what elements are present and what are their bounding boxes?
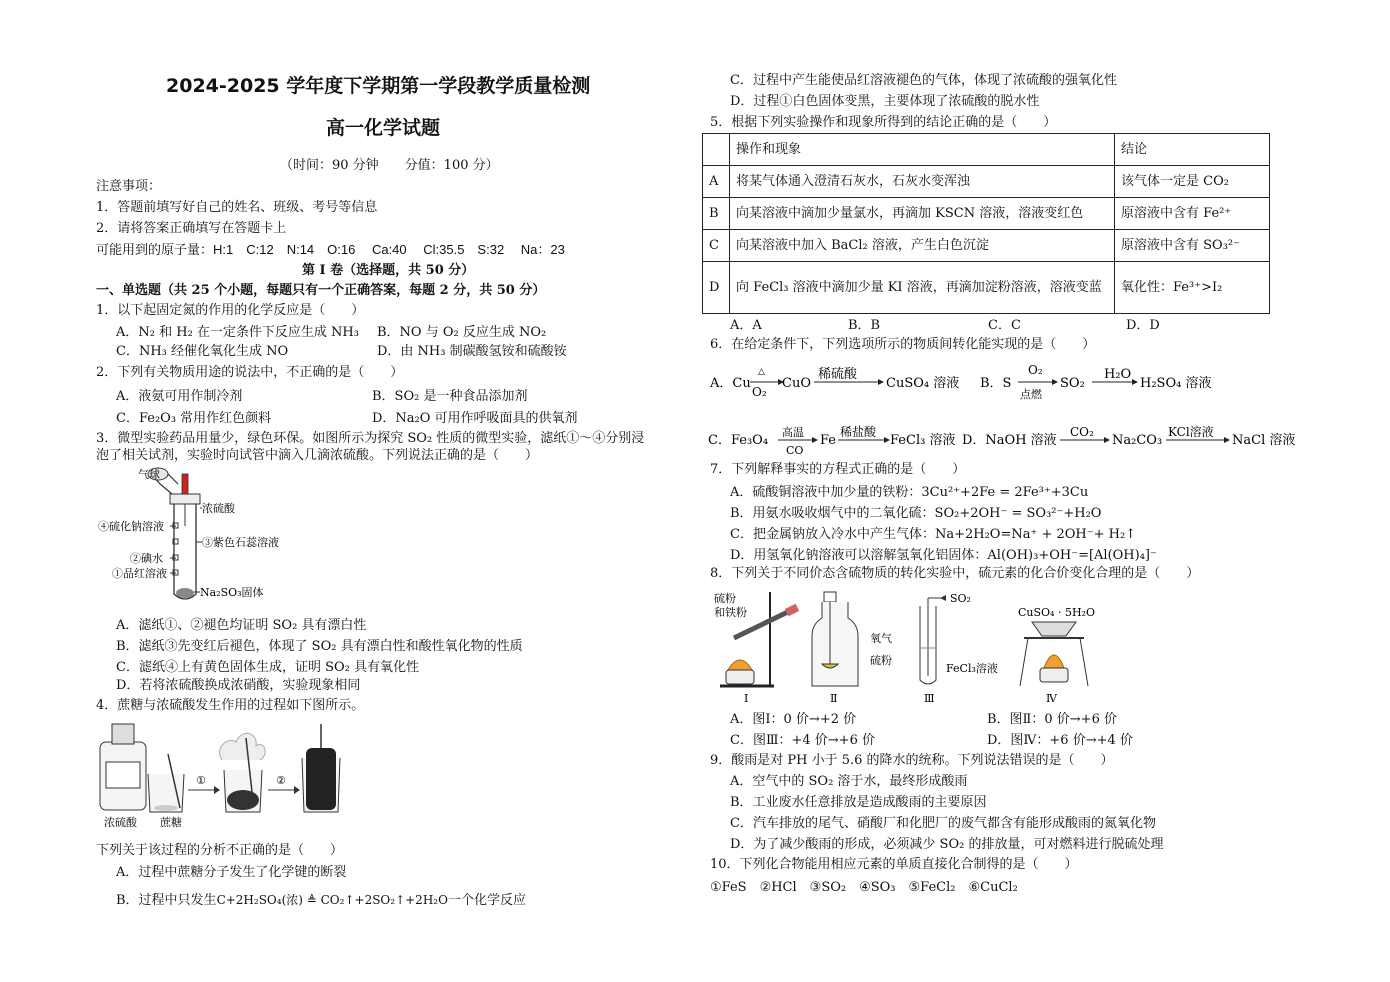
atomic-masses: 可能用到的原子量：H:1 C:12 N:14 O:16 Ca:40 Cl:35.5 S:32 Na：23	[96, 242, 565, 257]
q7-option-d: D．用氢氧化钠溶液可以溶解氢氧化铝固体：Al(OH)₃+OH⁻=[Al(OH)₄]⁻	[730, 548, 1157, 563]
q9-option-c: C．汽车排放的尾气、硝酸厂和化肥厂的废气都含有能形成酸雨的氮氧化物	[730, 816, 1156, 831]
q4-option-c: C．过程中产生能使品红溶液褪色的气体，体现了浓硫酸的强氧化性	[730, 73, 1117, 88]
q5-header-conclusion: 结论	[1115, 134, 1270, 166]
q4-sugar-figure	[96, 718, 356, 830]
q6b-middle: SO₂	[1060, 376, 1085, 391]
q3-stem-line2: 泡了相关试剂，实验时向试管中滴入几滴浓硫酸。下列说法正确的是（ ）	[96, 448, 539, 463]
q4-option-b-post: 一个化学反应	[447, 893, 526, 908]
sugar-label: 蔗糖	[160, 816, 182, 829]
q9-option-d: D．为了减少酸雨的形成，必须减少 SO₂ 的排放量，可对燃料进行脱硫处理	[730, 837, 1164, 852]
q6d-cond: CO₂	[1070, 425, 1094, 439]
q8-sulfur-label: 硫粉	[870, 654, 892, 667]
paper2-label: ②碘水	[130, 552, 163, 565]
q6c-cond-top: 高温	[782, 426, 804, 439]
q6d-cond2: KCl溶液	[1168, 425, 1214, 439]
q3-option-d: D．若将浓硫酸换成浓硝酸，实验现象相同	[116, 678, 361, 693]
q6a-left: A．Cu	[710, 376, 751, 391]
fig-III-label: Ⅲ	[924, 692, 935, 705]
acid-label: 浓硫酸	[202, 502, 235, 515]
q5-option-b: B．B	[848, 318, 881, 333]
q8-cuso4-label: CuSO₄ · 5H₂O	[1018, 606, 1095, 619]
q8-fecl3-label: FeCl₃溶液	[946, 662, 998, 675]
q6-option-b	[980, 360, 1240, 404]
solid-label: Na₂SO₃固体	[200, 586, 264, 599]
q10-options: ①FeS ②HCl ③SO₂ ④SO₃ ⑤FeCl₂ ⑥CuCl₂	[710, 880, 1018, 895]
paper4-label: ④硫化钠溶液	[98, 520, 164, 533]
q4-option-b	[116, 892, 526, 909]
q2-option-a: A．液氨可用作制冷剂	[116, 389, 243, 404]
q9-option-a: A．空气中的 SO₂ 溶于水，最终形成酸雨	[730, 774, 968, 789]
exam-meta: （时间：90 分钟 分值：100 分）	[280, 158, 499, 173]
q3-stem-line1: 3．微型实验药品用量少，绿色环保。如图所示为探究 SO₂ 性质的微型实验，滤纸①～④分别浸	[96, 431, 645, 446]
notes-heading: 注意事项：	[96, 179, 162, 194]
q6c-cond-bottom: CO	[786, 444, 804, 457]
q1-stem: 1．以下起固定氮的作用的化学反应是（ ）	[96, 303, 365, 318]
note-item: 2．请将答案正确填写在答题卡上	[96, 221, 287, 236]
paper3-label: ③紫色石蕊溶液	[202, 536, 279, 549]
q6b-right: H₂SO₄ 溶液	[1140, 376, 1212, 391]
q6b-left: B．S	[980, 376, 1012, 391]
q6a-middle: CuO	[782, 376, 811, 391]
q6a-cond2: 稀硫酸	[818, 367, 858, 382]
q6a-cond-bottom: O₂	[752, 385, 767, 399]
q4-stem: 4．蔗糖与浓硫酸发生作用的过程如下图所示。	[96, 698, 365, 713]
paper1-label: ①品红溶液	[112, 567, 167, 580]
q6-option-d	[962, 420, 1302, 464]
q4-option-b-pre: B．过程中只发生	[116, 893, 217, 908]
q3-apparatus-figure	[96, 466, 296, 606]
q6c-left: C．Fe₃O₄	[708, 433, 769, 448]
note-item: 1．答题前填写好自己的姓名、班级、考号等信息	[96, 200, 378, 215]
bottle-label: 浓硫酸	[104, 816, 137, 829]
q8-option-a: A．图Ⅰ：0 价→+2 价	[730, 712, 857, 727]
q1-option-a: A．N₂ 和 H₂ 在一定条件下反应生成 NH₃	[116, 325, 359, 340]
q5-row-conclusion: 原溶液中含有 SO₃²⁻	[1115, 230, 1270, 262]
q5-row-operation: 向 FeCl₃ 溶液中滴加少量 KI 溶液，再滴加淀粉溶液，溶液变蓝	[730, 262, 1115, 314]
q5-row-label: D	[703, 262, 730, 314]
q5-row-operation: 向某溶液中滴加少量氯水，再滴加 KSCN 溶液，溶液变红色	[730, 198, 1115, 230]
q7-option-a: A．硫酸铜溶液中加少量的铁粉：3Cu²⁺+2Fe = 2Fe³⁺+3Cu	[730, 485, 1089, 500]
q8-powder-label: 硫粉	[714, 592, 736, 605]
q8-apparatus-figure	[714, 588, 1114, 706]
q5-row-conclusion: 该气体一定是 CO₂	[1115, 166, 1270, 198]
q1-option-b: B．NO 与 O₂ 反应生成 NO₂	[377, 325, 547, 340]
q2-option-b: B．SO₂ 是一种食品添加剂	[372, 389, 528, 404]
table-row	[703, 230, 1270, 262]
q5-row-label: B	[703, 198, 730, 230]
q5-option-a: A．A	[730, 318, 762, 333]
q6b-cond-top: O₂	[1028, 363, 1043, 377]
balloon-label: 气球	[138, 468, 160, 481]
step2-label: ②	[276, 774, 286, 787]
q7-option-b: B．用氨水吸收烟气中的二氧化硫：SO₂+2OH⁻ = SO₃²⁻+H₂O	[730, 506, 1102, 521]
exam-subtitle: 高一化学试题	[326, 117, 441, 139]
q5-option-d: D．D	[1126, 318, 1160, 333]
q3-option-a: A．滤纸①、②褪色均证明 SO₂ 具有漂白性	[116, 618, 367, 633]
q6a-right: CuSO₄ 溶液	[886, 376, 960, 391]
q5-stem: 5．根据下列实验操作和现象所得到的结论正确的是（ ）	[710, 115, 1057, 130]
q5-header-blank	[703, 134, 730, 166]
q8-option-b: B．图Ⅱ：0 价→+6 价	[987, 712, 1117, 727]
part-title: 第 I 卷（选择题，共 50 分）	[302, 263, 475, 278]
q3-option-c: C．滤纸④上有黄色固体生成，证明 SO₂ 具有氧化性	[116, 660, 419, 675]
q6b-cond-bottom: 点燃	[1020, 388, 1042, 401]
q8-option-d: D．图Ⅳ：+6 价→+4 价	[987, 733, 1133, 748]
q6-option-c	[708, 420, 968, 464]
q6c-middle: Fe	[820, 433, 837, 448]
fig-IV-label: Ⅳ	[1046, 692, 1057, 705]
q5-header-operation: 操作和现象	[730, 134, 1115, 166]
q6d-left: D．NaOH 溶液	[962, 433, 1057, 448]
q8-stem: 8．下列关于不同价态含硫物质的转化实验中，硫元素的化合价变化合理的是（ ）	[710, 566, 1200, 581]
q4-option-d: D．过程①白色固体变黑，主要体现了浓硫酸的脱水性	[730, 94, 1040, 109]
section-heading: 一、单选题（共 25 个小题，每题只有一个正确答案，每题 2 分，共 50 分）	[96, 283, 546, 298]
q5-row-operation: 将某气体通入澄清石灰水，石灰水变浑浊	[730, 166, 1115, 198]
table-row	[703, 198, 1270, 230]
q9-option-b: B．工业废水任意排放是造成酸雨的主要原因	[730, 795, 987, 810]
q8-powder2-label: 和铁粉	[714, 606, 747, 619]
q5-row-label: A	[703, 166, 730, 198]
q6d-right: NaCl 溶液	[1232, 433, 1296, 448]
q6b-cond2: H₂O	[1104, 367, 1132, 382]
q7-option-c: C．把金属钠放入冷水中产生气体：Na+2H₂O=Na⁺ + 2OH⁻+ H₂↑	[730, 527, 1137, 542]
q2-option-d: D．Na₂O 可用作呼吸面具的供氧剂	[372, 411, 578, 426]
fig-II-label: Ⅱ	[830, 692, 838, 705]
q10-stem: 10．下列化合物能用相应元素的单质直接化合制得的是（ ）	[710, 857, 1078, 872]
q5-table	[702, 133, 1270, 314]
q5-row-label: C	[703, 230, 730, 262]
q3-option-b: B．滤纸③先变红后褪色，体现了 SO₂ 具有漂白性和酸性氧化物的性质	[116, 639, 523, 654]
q6c-right: FeCl₃ 溶液	[890, 433, 956, 448]
q9-stem: 9．酸雨是对 PH 小于 5.6 的降水的统称。下列说法错误的是（ ）	[710, 753, 1114, 768]
q6-option-a	[708, 360, 968, 404]
q2-stem: 2．下列有关物质用途的说法中，不正确的是（ ）	[96, 365, 404, 380]
q6d-middle: Na₂CO₃	[1112, 433, 1163, 448]
exam-title: 2024-2025 学年度下学期第一学段教学质量检测	[166, 75, 591, 97]
q4-option-b-equation: C+2H₂SO₄(浓) ≜ CO₂↑+2SO₂↑+2H₂O	[216, 893, 448, 907]
q1-option-c: C．NH₃ 经催化氧化生成 NO	[116, 344, 289, 359]
q7-stem: 7．下列解释事实的方程式正确的是（ ）	[710, 462, 966, 477]
q2-option-c: C．Fe₂O₃ 常用作红色颜料	[116, 411, 272, 426]
q8-oxygen-label: 氧气	[870, 632, 892, 645]
q1-option-d: D．由 NH₃ 制碳酸氢铵和硫酸铵	[377, 344, 567, 359]
q6a-cond-top: △	[758, 367, 765, 377]
q5-row-conclusion: 氧化性：Fe³⁺>I₂	[1115, 262, 1270, 314]
q5-row-conclusion: 原溶液中含有 Fe²⁺	[1115, 198, 1270, 230]
table-row	[703, 166, 1270, 198]
q8-option-c: C．图Ⅲ：+4 价→+6 价	[730, 733, 875, 748]
fig-I-label: Ⅰ	[744, 692, 749, 705]
q8-so2-label: SO₂	[950, 592, 971, 605]
q6-stem: 6．在给定条件下，下列选项所示的物质间转化能实现的是（ ）	[710, 337, 1096, 352]
q4-option-a: A．过程中蔗糖分子发生了化学键的断裂	[116, 865, 347, 880]
q4-sub-stem: 下列关于该过程的分析不正确的是（ ）	[96, 843, 344, 858]
q5-row-operation: 向某溶液中加入 BaCl₂ 溶液，产生白色沉淀	[730, 230, 1115, 262]
step1-label: ①	[196, 774, 206, 787]
q5-option-c: C．C	[988, 318, 1021, 333]
q6c-cond2: 稀盐酸	[840, 425, 877, 439]
table-row	[703, 262, 1270, 314]
